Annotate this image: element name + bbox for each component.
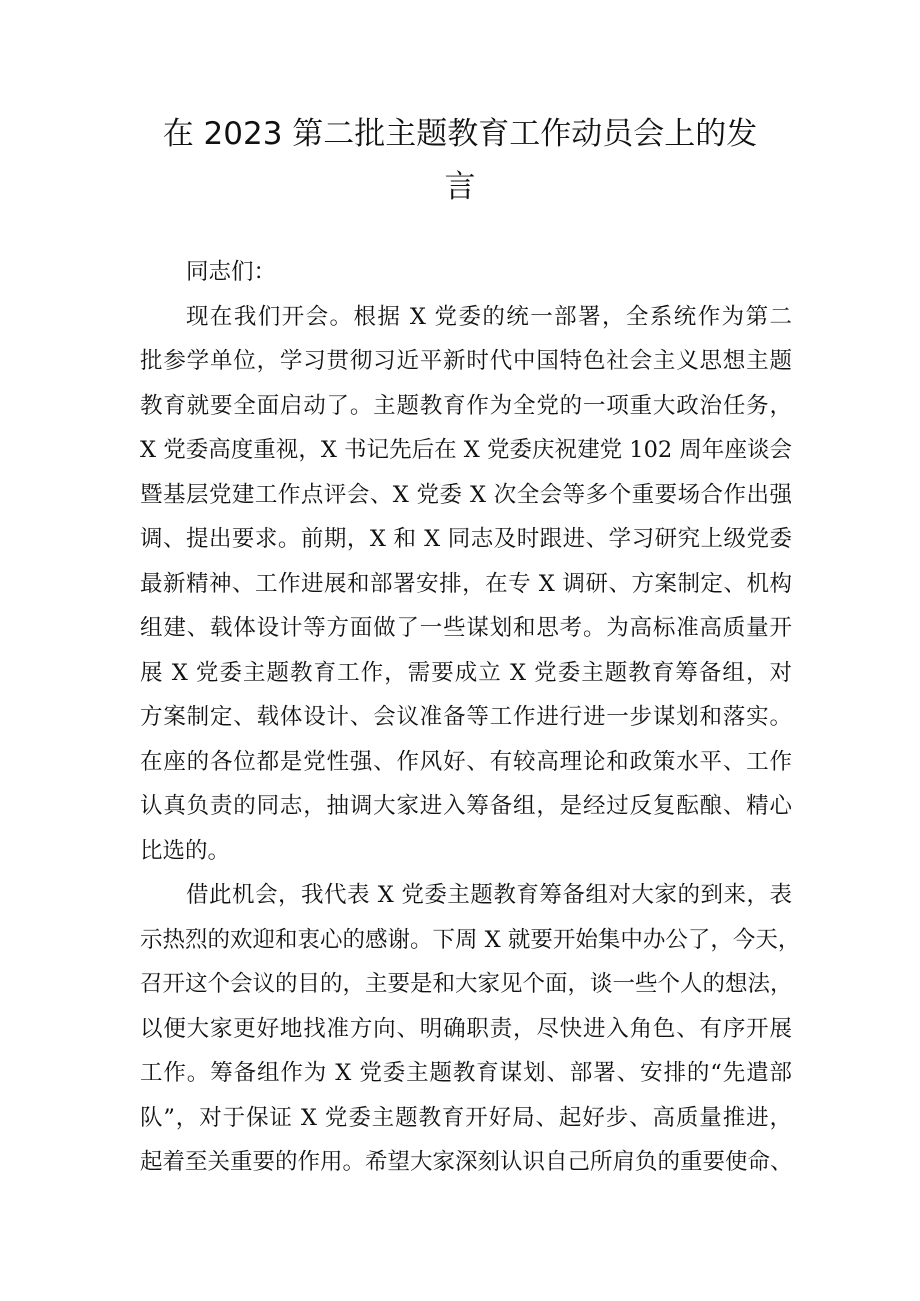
title-line: 言	[444, 169, 476, 205]
paragraph-line: 示热烈的欢迎和衷心的感谢。下周 X 就要开始集中办公了，今天，	[140, 926, 801, 953]
document-title	[150, 108, 770, 214]
paragraph-line: 调、提出要求。前期，X 和 X 同志及时跟进、学习研究上级党委	[140, 526, 792, 552]
paragraph-line: 召开这个会议的目的，主要是和大家见个面，谈一些个人的想法，	[140, 971, 793, 997]
paragraph-line: 比选的。	[140, 837, 231, 864]
paragraph-line: 最新精神、工作进展和部署安排，在专 X 调研、方案制定、机构	[140, 570, 792, 597]
paragraph-line: 方案制定、载体设计、会议准备等工作进行进一步谋划和落实。	[140, 704, 792, 730]
paragraph-2	[140, 873, 801, 1185]
paragraph-line: 组建、载体设计等方面做了一些谋划和思考。为高标准高质量开	[140, 615, 792, 641]
salutation: 同志们：	[186, 259, 277, 285]
paragraph-line: 工作。筹备组作为 X 党委主题教育谋划、部署、安排的“先遣部	[140, 1060, 792, 1086]
paragraph-line: 现在我们开会。根据 X 党委的统一部署，全系统作为第二	[186, 303, 792, 330]
paragraph-line: 展 X 党委主题教育工作，需要成立 X 党委主题教育筹备组，对	[140, 659, 792, 686]
paragraph-line: 借此机会，我代表 X 党委主题教育筹备组对大家的到来，表	[186, 882, 792, 908]
paragraph-line: X 党委高度重视，X 书记先后在 X 党委庆祝建党 102 周年座谈会	[140, 437, 792, 463]
paragraph-line: 批参学单位，学习贯彻习近平新时代中国特色社会主义思想主题	[140, 348, 792, 374]
paragraph-line: 在座的各位都是党性强、作风好、有较高理论和政策水平、工作	[140, 748, 792, 775]
paragraph-line: 队”，对于保证 X 党委主题教育开好局、起好步、高质量推进，	[140, 1104, 792, 1131]
title-line: 在 2023 第二批主题教育工作动员会上的发	[162, 116, 758, 152]
paragraph-line: 教育就要全面启动了。主题教育作为全党的一项重大政治任务，	[140, 392, 792, 419]
paragraph-line: 起着至关重要的作用。希望大家深刻认识自己所肩负的重要使命、	[140, 1149, 793, 1175]
paragraph-1	[140, 295, 792, 874]
document-body	[140, 250, 801, 1185]
paragraph-line: 认真负责的同志，抽调大家进入筹备组，是经过反复酝酿、精心	[140, 793, 792, 819]
paragraph-line: 以便大家更好地找准方向、明确职责，尽快进入角色、有序开展	[140, 1015, 792, 1042]
paragraph-line: 暨基层党建工作点评会、X 党委 X 次全会等多个重要场合作出强	[140, 481, 792, 508]
